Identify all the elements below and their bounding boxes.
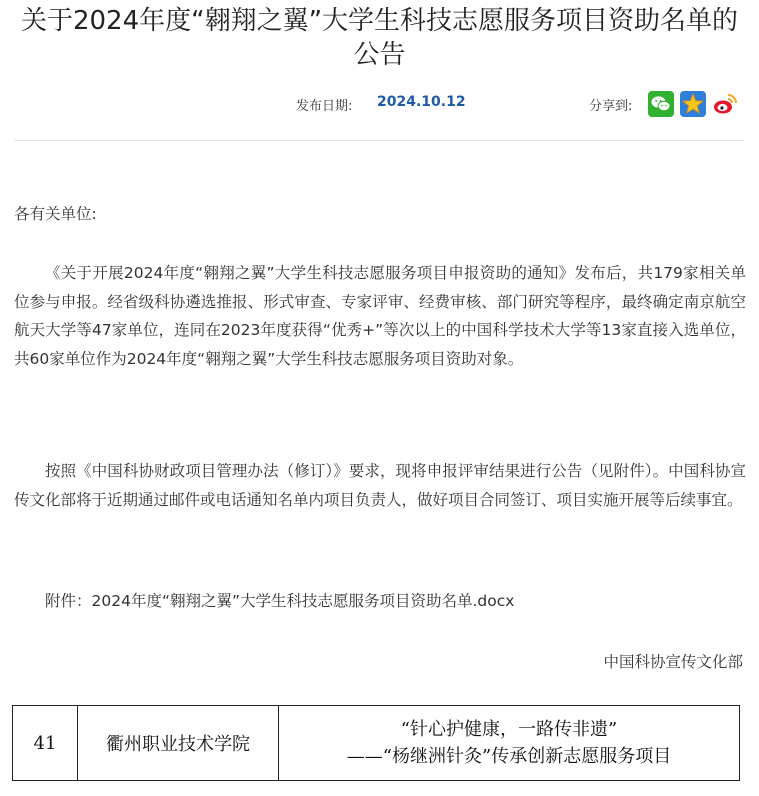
signature: 中国科协宣传文化部 xyxy=(603,653,743,671)
body-paragraph-2: 按照《中国科协财政项目管理办法（修订）》要求，现将申报评审结果进行公告（见附件）。中国科协宣传文化部将于近期通过邮件或电话通知名单内项目负责人，做好项目合同签订、项目实施开展等后续事宜。 xyxy=(14,462,746,509)
wechat-icon[interactable] xyxy=(648,91,674,117)
greeting: 各有关单位: xyxy=(14,205,97,223)
article-title-line1: 关于2024年度“翱翔之翼”大学生科技志愿服务项目资助名单的 xyxy=(20,6,739,36)
header-divider xyxy=(14,140,744,141)
weibo-icon[interactable] xyxy=(712,91,738,117)
funding-list-table xyxy=(12,705,740,781)
publish-date-label: 发布日期: xyxy=(296,99,353,114)
share-label: 分享到: xyxy=(589,99,633,114)
article-title-line2: 公告 xyxy=(353,40,406,70)
article-title xyxy=(0,4,759,72)
table-row xyxy=(13,706,740,781)
attachment-link[interactable]: 附件：2024年度“翱翔之翼”大学生科技志愿服务项目资助名单.docx xyxy=(45,592,515,610)
article-meta xyxy=(0,91,759,117)
project-title-line2: ——“杨继洲针灸”传承创新志愿服务项目 xyxy=(346,746,672,767)
row-number: 41 xyxy=(13,706,78,781)
body-paragraph-1: 《关于开展2024年度“翱翔之翼”大学生科技志愿服务项目申报资助的通知》发布后，共179家相关单位参与申报。经省级科协遴选推报、形式审查、专家评审、经费审核、部门研究等程序，最终确定南京航空航天大学等47家单位，连同在2023年度获得“优秀+”等次以上的中国科学技术大学等13家直接入选单位，共60家单位作为2024年度“翱翔之翼”大学生科技志愿服务项目资助对象。 xyxy=(14,264,746,368)
qzone-icon[interactable] xyxy=(680,91,706,117)
publish-date: 2024.10.12 xyxy=(377,94,466,110)
project-title-line1: “针心护健康，一路传非遗” xyxy=(400,719,618,740)
school-name: 衢州职业技术学院 xyxy=(78,706,279,781)
project-name xyxy=(279,706,740,781)
